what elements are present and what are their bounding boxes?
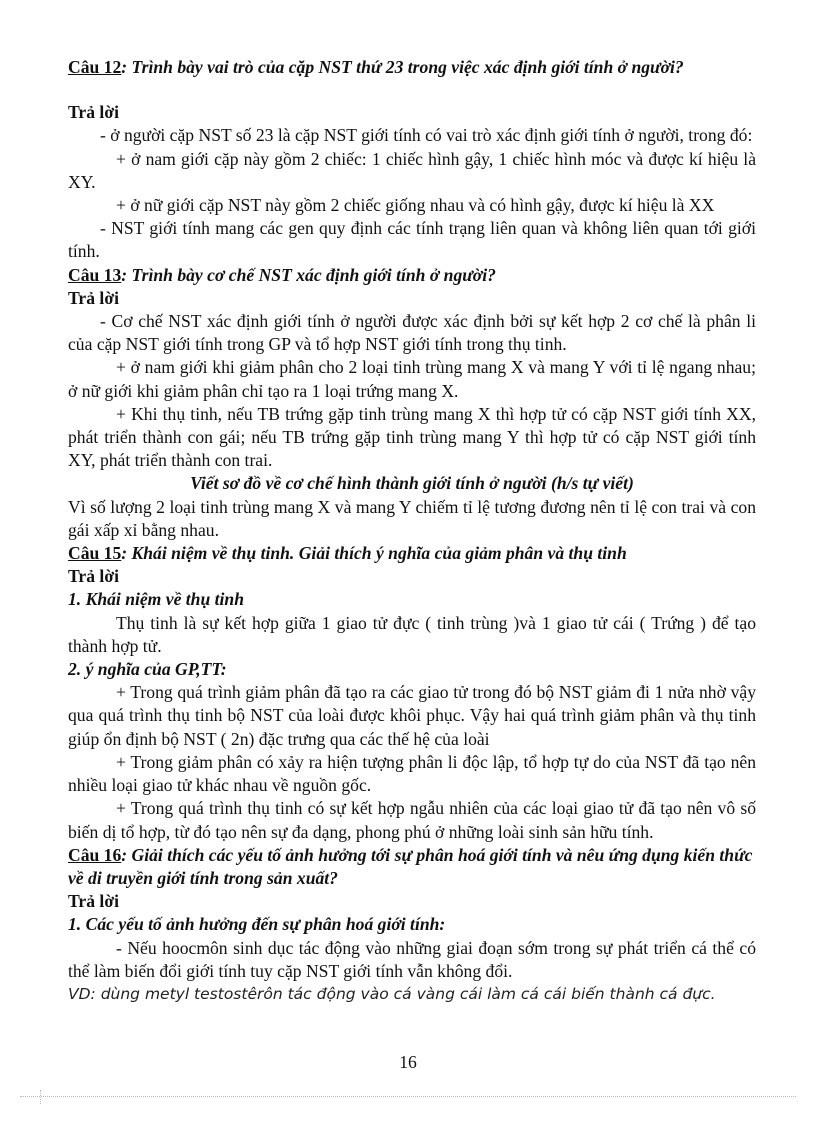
- diagram-note: Viết sơ đồ về cơ chế hình thành giới tính ở người (h/s tự viết): [190, 473, 634, 494]
- section-heading: 1. Các yếu tố ảnh hưởng đến sự phân hoá giới tính:: [68, 914, 446, 935]
- question-number: Câu 12: [68, 57, 122, 77]
- question-text: : Khái niệm về thụ tinh. Giải thích ý nghĩa của giảm phân và thụ tinh: [121, 543, 627, 564]
- example-line: VD: dùng metyl testostêrôn tác động vào cá vàng cái làm cá cái biến thành cá đực.: [68, 984, 716, 1003]
- question-13-heading: [68, 264, 756, 287]
- paragraph: - Cơ chế NST xác định giới tính ở người được xác định bởi sự kết hợp 2 cơ chế là phân li của cặp NST giới tính trong GP và tổ hợp NST giới tính trong thụ tinh.: [68, 311, 756, 355]
- paragraph: + Trong quá trình giảm phân đã tạo ra các giao tử trong đó bộ NST giảm đi 1 nửa nhờ vậy qua quá trình thụ tinh bộ NST của loài được khôi phục. Vậy hai quá trình giảm phân và thụ tinh giúp ổn định bộ NST ( 2n) đặc trưng qua các thế hệ của loài: [68, 682, 756, 749]
- paragraph: - ở người cặp NST số 23 là cặp NST giới tính có vai trò xác định giới tính ở người, trong đó:: [100, 125, 753, 146]
- section-heading: 2. ý nghĩa của GP,TT:: [68, 659, 227, 680]
- question-text: : Trình bày cơ chế NST xác định giới tính ở người?: [121, 264, 496, 285]
- paragraph: Thụ tinh là sự kết hợp giữa 1 giao tử đực ( tinh trùng )và 1 giao tử cái ( Trứng ) để tạo thành hợp tử.: [68, 612, 756, 656]
- paragraph: + Trong giảm phân có xảy ra hiện tượng phân li độc lập, tổ hợp tự do của NST đã tạo nên nhiều loại giao tử khác nhau về nguồn gốc.: [68, 751, 756, 796]
- paragraph: Vì số lượng 2 loại tinh trùng mang X và mang Y chiếm tỉ lệ tương đương nên tỉ lệ con trai và con gái xấp xỉ bằng nhau.: [68, 496, 756, 540]
- document-page: [68, 56, 756, 1006]
- paragraph: + Khi thụ tinh, nếu TB trứng gặp tinh trùng mang X thì hợp tử có cặp NST giới tính XX, phát triển thành con gái; nếu TB trứng gặp tinh trùng mang Y thì hợp tử có cặp NST giới tính XY, phát triển thành con trai.: [68, 403, 756, 471]
- paragraph: - NST giới tính mang các gen quy định các tính trạng liên quan và không liên quan tới giới tính.: [68, 218, 756, 262]
- paragraph: + ở nam giới cặp này gồm 2 chiếc: 1 chiếc hình gậy, 1 chiếc hình móc và được kí hiệu là XY.: [68, 148, 756, 192]
- answer-label: Trả lời: [68, 566, 119, 587]
- page-number: 16: [399, 1052, 417, 1072]
- question-15-heading: [68, 542, 756, 565]
- question-number: Câu 15: [68, 543, 122, 564]
- question-number: Câu 13: [68, 264, 122, 285]
- question-text: : Trình bày vai trò của cặp NST thứ 23 trong việc xác định giới tính ở người?: [121, 57, 684, 77]
- footer-divider: [20, 1096, 796, 1097]
- paragraph: - Nếu hoocmôn sinh dục tác động vào những giai đoạn sớm trong sự phát triển cá thể có thể làm biến đổi giới tính tuy cặp NST giới tính vẫn không đổi.: [68, 937, 756, 981]
- answer-label: Trả lời: [68, 102, 119, 123]
- paragraph: + ở nữ giới cặp NST này gồm 2 chiếc giống nhau và có hình gậy, được kí hiệu là XX: [116, 195, 715, 216]
- question-12-heading: [68, 56, 756, 79]
- question-text: : Giải thích các yếu tố ảnh hưởng tới sự phân hoá giới tính và nêu ứng dụng kiến thức về di truyền giới tính trong sản xuất?: [68, 844, 753, 888]
- question-number: Câu 16: [68, 844, 122, 865]
- answer-label: Trả lời: [68, 891, 119, 912]
- answer-label: Trả lời: [68, 287, 119, 308]
- section-heading: 1. Khái niệm về thụ tinh: [68, 589, 244, 610]
- question-16-heading: [68, 844, 756, 890]
- paragraph: + ở nam giới khi giảm phân cho 2 loại tinh trùng mang X và mang Y với tỉ lệ ngang nhau; ở nữ giới khi giảm phân chỉ tạo ra 1 loại trứng mang X.: [68, 357, 756, 401]
- footer-tick: [40, 1090, 41, 1104]
- paragraph: + Trong quá trình thụ tinh có sự kết hợp ngẫu nhiên của các loại giao tử đã tạo nên vô số biến dị tổ hợp, từ đó tạo nên sự đa dạng, phong phú ở những loài sinh sản hữu tính.: [68, 798, 756, 842]
